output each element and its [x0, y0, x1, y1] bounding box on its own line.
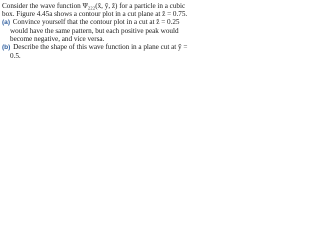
problem-part-b [2, 43, 198, 60]
problem-part-a [2, 18, 198, 43]
part-b-label: (b) [2, 44, 11, 52]
problem-intro: Consider the wave function Ψ₂₂₂(x̃, ȳ, z̃) for a particle in a cubic box. Figure 4.45a shows a contour plot in a cut plane at z̃ = 0.75. [2, 2, 188, 19]
problem-text-block [2, 2, 198, 60]
part-a-label: (a) [2, 19, 10, 27]
part-a-text: Convince yourself that the contour plot in a cut at z̃ = 0.25 would have the same pattern, but each positive peak would become negative, and vice versa. [10, 18, 180, 44]
part-b-text: Describe the shape of this wave function in a plane cut at ȳ = 0.5. [10, 43, 188, 61]
